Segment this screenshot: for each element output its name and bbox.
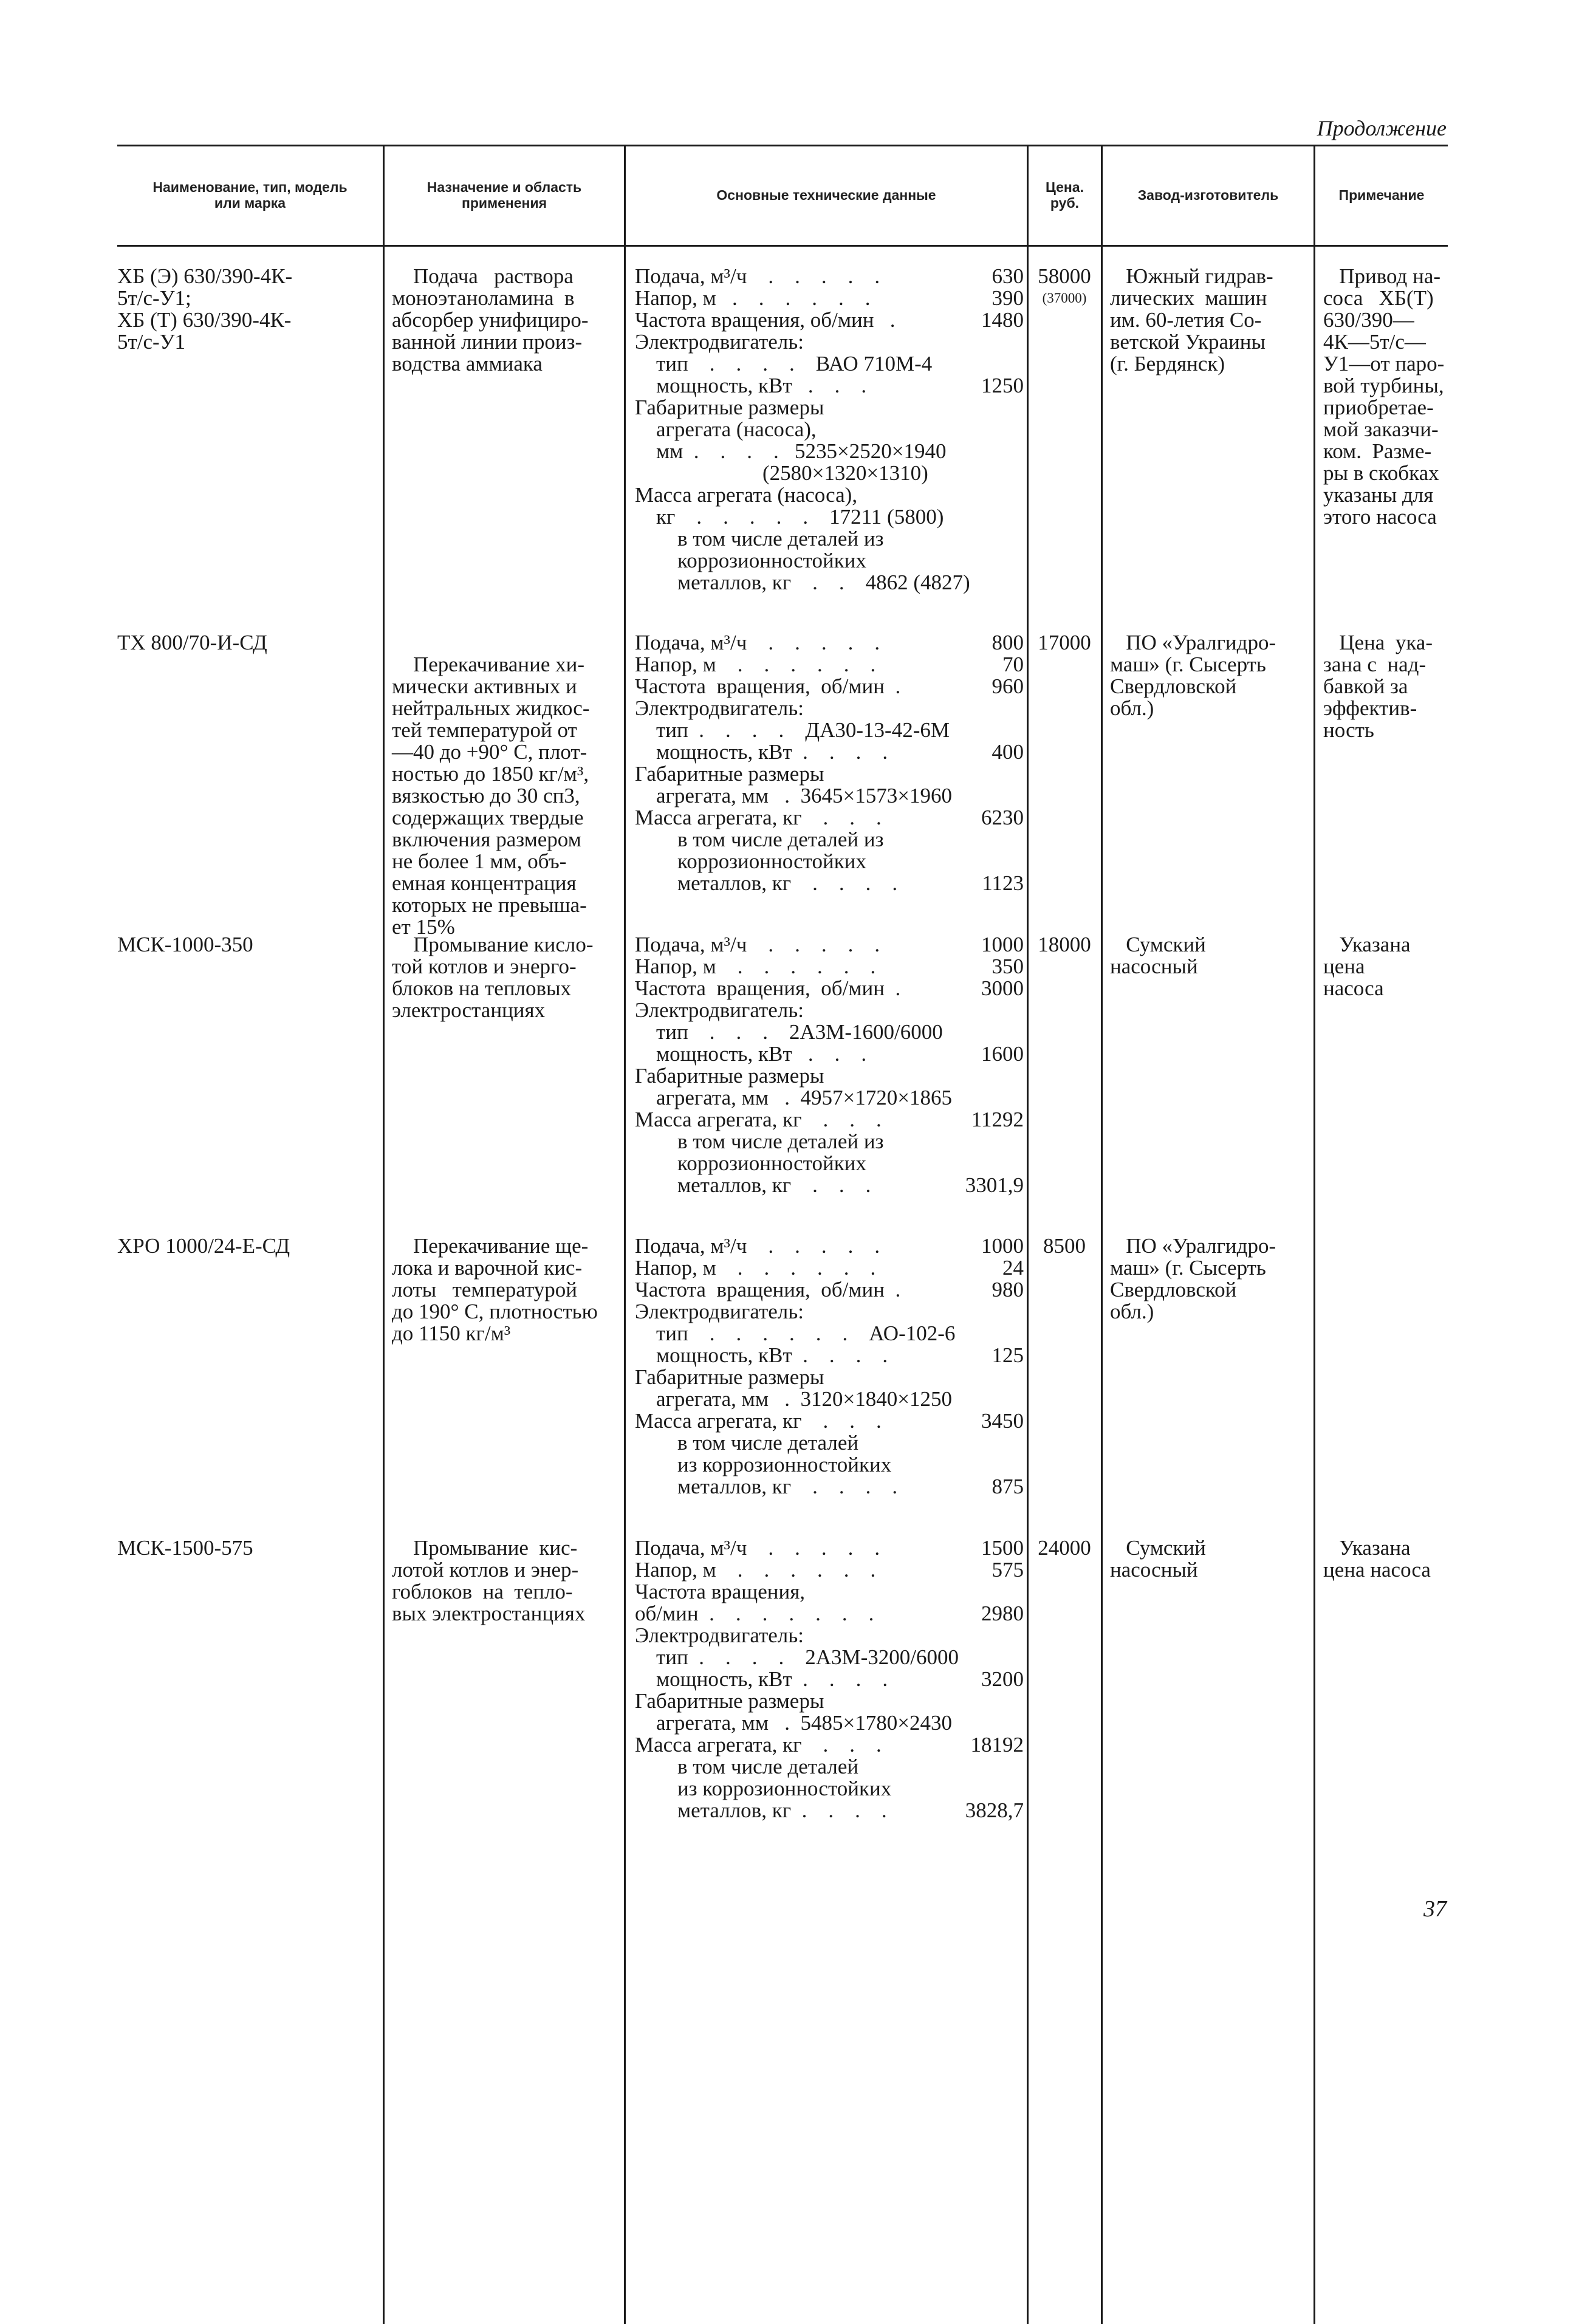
- spec-line: [635, 1410, 1024, 1432]
- item-price: 18000: [1038, 933, 1091, 956]
- item-price-alt: (37000): [1042, 290, 1087, 306]
- spec-value: 1000: [981, 933, 1024, 956]
- spec-label: Электродвигатель:: [635, 998, 804, 1022]
- continuation-label: Продолжение: [1317, 116, 1447, 140]
- item-name: МСК-1000-350: [117, 933, 253, 956]
- spec-line: [635, 550, 1024, 572]
- header-rule: [117, 245, 1448, 247]
- page-number: 37: [1423, 1896, 1447, 1922]
- spec-line: [635, 1734, 1024, 1756]
- spec-value: 1480: [981, 308, 1024, 332]
- spec-value: 1600: [981, 1042, 1024, 1066]
- spec-label: Частота вращения, об/мин .: [635, 976, 901, 1000]
- spec-label: кг . . . . . 17211 (5800): [635, 505, 944, 529]
- item-maker: Сумский насосный: [1110, 933, 1206, 978]
- spec-line: [635, 1454, 1024, 1476]
- spec-line: [635, 698, 1024, 719]
- item-price: 17000: [1038, 631, 1091, 654]
- spec-line: [635, 1778, 1024, 1800]
- spec-label: из коррозионностойких: [635, 1453, 892, 1476]
- spec-line: [635, 956, 1024, 978]
- spec-label: Подача, м³/ч . . . . .: [635, 1536, 880, 1560]
- spec-value: 1500: [981, 1536, 1024, 1560]
- spec-line: [635, 1712, 1024, 1734]
- spec-line: [635, 829, 1024, 851]
- spec-label: (2580×1320×1310): [635, 461, 928, 485]
- spec-value: 1123: [982, 871, 1024, 895]
- spec-value: 11292: [971, 1108, 1024, 1131]
- spec-line: [635, 1043, 1024, 1065]
- spec-label: Габаритные размеры: [635, 1064, 824, 1088]
- item-purpose: Промывание кисло- той котлов и энерго- блоков на тепловых электростанциях: [392, 933, 594, 1022]
- spec-value: 390: [992, 286, 1024, 310]
- item-purpose: Подача раствора моноэтаноламина в абсорбер унифициро- ванной линии произ- водства аммиака: [392, 264, 589, 375]
- spec-line: [635, 719, 1024, 741]
- spec-line: [635, 287, 1024, 309]
- spec-value: 70: [1002, 653, 1024, 676]
- item-price: 24000: [1038, 1536, 1091, 1560]
- spec-value: 350: [992, 955, 1024, 978]
- spec-label: в том числе деталей из: [635, 828, 884, 851]
- spec-line: [635, 934, 1024, 956]
- spec-label: Подача, м³/ч . . . . .: [635, 933, 880, 956]
- spec-value: 24: [1002, 1256, 1024, 1280]
- spec-label: тип . . . 2А3М-1600/6000: [635, 1020, 943, 1044]
- spec-line: [635, 309, 1024, 331]
- spec-line: [635, 851, 1024, 872]
- item-maker: ПО «Уралгидро- маш» (г. Сысерть Свердловской обл.): [1110, 1234, 1276, 1323]
- item-note: Цена ука- зана с над- бавкой за эффектив- ность: [1323, 631, 1433, 742]
- spec-label: в том числе деталей из: [635, 1129, 884, 1153]
- spec-label: мм . . . . 5235×2520×1940: [635, 439, 947, 463]
- spec-line: [635, 1279, 1024, 1301]
- item-name: ТХ 800/70-И-СД: [117, 631, 267, 654]
- spec-value: 3200: [981, 1667, 1024, 1691]
- spec-label: мощность, кВт . . .: [635, 1042, 867, 1066]
- header-tech: Основные технические данные: [716, 187, 936, 203]
- spec-label: Масса агрегата, кг . . .: [635, 1409, 882, 1433]
- item-tech-specs: [635, 266, 1024, 594]
- spec-label: Электродвигатель:: [635, 330, 804, 354]
- header-price: Цена. руб.: [1046, 179, 1084, 211]
- spec-label: Частота вращения, об/мин .: [635, 674, 901, 698]
- spec-label: мощность, кВт . . .: [635, 374, 867, 397]
- spec-line: [635, 1087, 1024, 1109]
- spec-line: [635, 1257, 1024, 1279]
- spec-label: в том числе деталей из: [635, 527, 884, 550]
- spec-label: Масса агрегата (насоса),: [635, 483, 858, 507]
- item-purpose: Промывание кис- лотой котлов и энер- гоблоков на тепло- вых электростанциях: [392, 1536, 586, 1625]
- spec-line: [635, 572, 1024, 594]
- header-name: Наименование, тип, модель или марка: [152, 179, 348, 211]
- spec-line: [635, 1603, 1024, 1625]
- item-name: МСК-1500-575: [117, 1536, 253, 1560]
- spec-line: [635, 462, 1024, 484]
- spec-value: 3000: [981, 976, 1024, 1000]
- spec-label: Подача, м³/ч . . . . .: [635, 264, 880, 288]
- spec-line: [635, 1432, 1024, 1454]
- spec-line: [635, 1476, 1024, 1498]
- spec-value: 3828,7: [965, 1798, 1024, 1822]
- spec-label: Напор, м . . . . . .: [635, 653, 876, 676]
- spec-label: Напор, м . . . . . .: [635, 286, 871, 310]
- column-divider: [1027, 146, 1029, 2324]
- spec-value: 575: [992, 1558, 1024, 1582]
- spec-line: [635, 1174, 1024, 1196]
- spec-label: Габаритные размеры: [635, 396, 824, 419]
- spec-label: Электродвигатель:: [635, 1623, 804, 1647]
- spec-line: [635, 353, 1024, 375]
- spec-label: Габаритные размеры: [635, 1689, 824, 1713]
- spec-value: 1250: [981, 374, 1024, 397]
- spec-label: тип . . . . . . АО-102-6: [635, 1321, 956, 1345]
- spec-label: Габаритные размеры: [635, 762, 824, 786]
- spec-label: металлов, кг . . . .: [635, 1798, 887, 1822]
- spec-label: в том числе деталей: [635, 1431, 859, 1455]
- spec-label: Частота вращения, об/мин .: [635, 308, 896, 332]
- spec-line: [635, 1065, 1024, 1087]
- spec-label: металлов, кг . . . .: [635, 1475, 898, 1498]
- spec-label: мощность, кВт . . . .: [635, 740, 888, 764]
- spec-line: [635, 1153, 1024, 1174]
- spec-label: Масса агрегата, кг . . .: [635, 806, 882, 829]
- spec-line: [635, 763, 1024, 785]
- spec-label: мощность, кВт . . . .: [635, 1343, 888, 1367]
- spec-value: 3301,9: [965, 1173, 1024, 1197]
- spec-line: [635, 1800, 1024, 1822]
- spec-label: коррозионностойких: [635, 1151, 866, 1175]
- item-purpose: Перекачивание ще- лока и варочной кис- лоты температурой до 190° С, плотностью до 1150 кг/м³: [392, 1234, 598, 1345]
- spec-line: [635, 375, 1024, 397]
- spec-value: 18192: [970, 1733, 1024, 1757]
- spec-label: металлов, кг . . .: [635, 1173, 871, 1197]
- spec-value: 980: [992, 1278, 1024, 1301]
- spec-label: Подача, м³/ч . . . . .: [635, 631, 880, 654]
- spec-line: [635, 484, 1024, 506]
- spec-line: [635, 785, 1024, 807]
- item-note: Указана цена насоса: [1323, 933, 1411, 1000]
- spec-value: 3450: [981, 1409, 1024, 1433]
- spec-label: металлов, кг . . 4862 (4827): [635, 571, 970, 594]
- spec-value: 800: [992, 631, 1024, 654]
- spec-line: [635, 1345, 1024, 1366]
- spec-label: агрегата, мм . 5485×1780×2430: [635, 1711, 952, 1735]
- spec-line: [635, 1559, 1024, 1581]
- spec-label: в том числе деталей: [635, 1755, 859, 1778]
- spec-label: металлов, кг . . . .: [635, 871, 898, 895]
- item-tech-specs: [635, 632, 1024, 894]
- spec-line: [635, 1235, 1024, 1257]
- spec-value: 2980: [981, 1602, 1024, 1625]
- spec-line: [635, 1581, 1024, 1603]
- spec-line: [635, 1131, 1024, 1153]
- spec-label: Частота вращения,: [635, 1580, 806, 1603]
- spec-line: [635, 1537, 1024, 1559]
- spec-line: [635, 741, 1024, 763]
- spec-value: 400: [992, 740, 1024, 764]
- spec-label: Масса агрегата, кг . . .: [635, 1733, 882, 1757]
- spec-label: агрегата, мм . 3645×1573×1960: [635, 784, 952, 807]
- spec-line: [635, 1647, 1024, 1668]
- spec-label: Напор, м . . . . . .: [635, 1558, 876, 1582]
- spec-label: Электродвигатель:: [635, 1300, 804, 1323]
- spec-line: [635, 1109, 1024, 1131]
- column-divider: [1101, 146, 1103, 2324]
- spec-line: [635, 1301, 1024, 1323]
- spec-label: тип . . . . 2А3М-3200/6000: [635, 1645, 959, 1669]
- item-tech-specs: [635, 1537, 1024, 1822]
- spec-value: 1000: [981, 1234, 1024, 1258]
- spec-line: [635, 1625, 1024, 1647]
- spec-line: [635, 1388, 1024, 1410]
- spec-value: 875: [992, 1475, 1024, 1498]
- spec-label: Масса агрегата, кг . . .: [635, 1108, 882, 1131]
- spec-value: 125: [992, 1343, 1024, 1367]
- spec-line: [635, 331, 1024, 353]
- spec-label: коррозионностойких: [635, 549, 866, 572]
- spec-line: [635, 266, 1024, 287]
- item-note: Указана цена насоса: [1323, 1536, 1431, 1582]
- header-maker: Завод-изготовитель: [1137, 187, 1279, 203]
- spec-label: Напор, м . . . . . .: [635, 955, 876, 978]
- column-divider: [624, 146, 626, 2324]
- spec-label: Габаритные размеры: [635, 1365, 824, 1389]
- spec-line: [635, 654, 1024, 676]
- item-maker: Сумский насосный: [1110, 1536, 1206, 1582]
- spec-line: [635, 397, 1024, 419]
- spec-label: Электродвигатель:: [635, 696, 804, 720]
- spec-label: об/мин . . . . . . .: [635, 1602, 874, 1625]
- item-tech-specs: [635, 934, 1024, 1196]
- spec-line: [635, 676, 1024, 698]
- spec-value: 6230: [981, 806, 1024, 829]
- spec-value: 630: [992, 264, 1024, 288]
- spec-label: Подача, м³/ч . . . . .: [635, 1234, 880, 1258]
- spec-label: Напор, м . . . . . .: [635, 1256, 876, 1280]
- spec-line: [635, 419, 1024, 440]
- spec-label: тип . . . . ДА30-13-42-6М: [635, 718, 950, 742]
- spec-line: [635, 999, 1024, 1021]
- spec-line: [635, 440, 1024, 462]
- spec-line: [635, 528, 1024, 550]
- spec-line: [635, 872, 1024, 894]
- column-divider: [383, 146, 385, 2324]
- item-note: Привод на- соса ХБ(Т) 630/390— 4К—5т/с— У1—от паро- вой турбины, приобретае- мой заказчи- ком. Разме- ры в скобках указаны для этого насоса: [1323, 264, 1445, 529]
- spec-label: из коррозионностойких: [635, 1777, 892, 1800]
- spec-line: [635, 1756, 1024, 1778]
- spec-label: агрегата, мм . 3120×1840×1250: [635, 1387, 952, 1411]
- spec-line: [635, 1690, 1024, 1712]
- spec-label: тип . . . . ВАО 710М-4: [635, 352, 933, 375]
- item-maker: ПО «Уралгидро- маш» (г. Сысерть Свердловской обл.): [1110, 631, 1276, 720]
- item-name: ХБ (Э) 630/390-4К- 5т/с-У1; ХБ (Т) 630/390-4К- 5т/с-У1: [117, 264, 293, 354]
- item-maker: Южный гидрав- лических машин им. 60-летия Со- ветской Украины (г. Бердянск): [1110, 264, 1273, 375]
- header-purpose: Назначение и область применения: [426, 179, 582, 211]
- spec-line: [635, 1323, 1024, 1345]
- spec-label: коррозионностойких: [635, 849, 866, 873]
- item-tech-specs: [635, 1235, 1024, 1498]
- item-name: ХРО 1000/24-Е-СД: [117, 1234, 290, 1258]
- spec-line: [635, 506, 1024, 528]
- item-price: 58000 (37000): [1031, 266, 1098, 309]
- item-price: 8500: [1043, 1234, 1086, 1258]
- spec-line: [635, 1021, 1024, 1043]
- spec-line: [635, 632, 1024, 654]
- spec-label: Частота вращения, об/мин .: [635, 1278, 901, 1301]
- spec-line: [635, 978, 1024, 999]
- spec-line: [635, 1366, 1024, 1388]
- spec-value: 960: [992, 674, 1024, 698]
- item-purpose: Перекачивание хи- мически активных и нейтральных жидкос- тей температурой от —40 до +90° С, плот- ностью до 1850 кг/м³, вязкостью до 30 сп3, содержащих твердые включения размером не более 1 мм, объ- емная концентрация которых не превыша- ет 15%: [392, 653, 590, 939]
- spec-label: агрегата, мм . 4957×1720×1865: [635, 1086, 952, 1109]
- spec-line: [635, 807, 1024, 829]
- spec-line: [635, 1668, 1024, 1690]
- spec-label: мощность, кВт . . . .: [635, 1667, 888, 1691]
- header-note: Примечание: [1338, 187, 1425, 203]
- spec-label: агрегата (насоса),: [635, 417, 817, 441]
